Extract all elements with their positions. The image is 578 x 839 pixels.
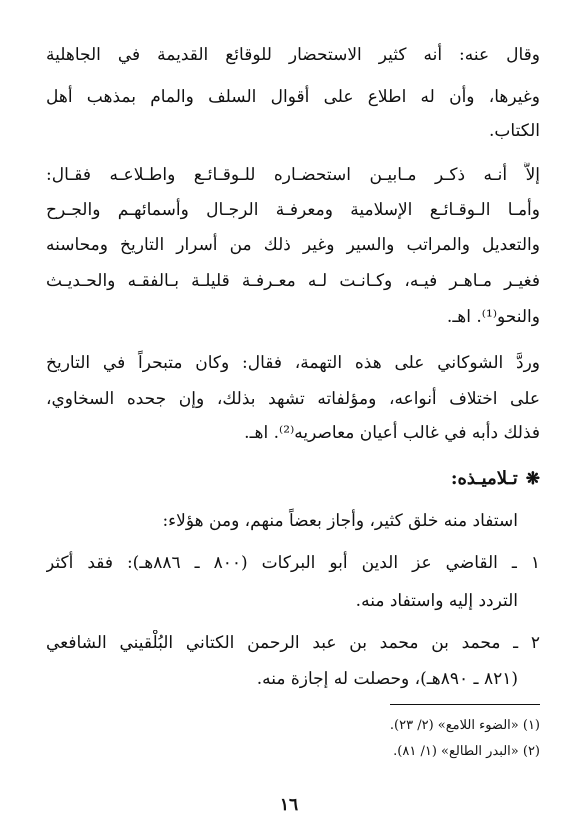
paragraph-1-line-1: وقال عنه: أنه كثير الاستحضار للوقائع القديمة في الجاهلية — [46, 45, 540, 65]
paragraph-2-line-2: وأمـا الـوقـائـع الإسلامية ومعرفـة الرجـال وأسمائهـم والجـرح — [46, 200, 540, 220]
student-2-line-2: (٨٢١ ـ ٨٩٠هـ)، وحصلت له إجازة منه. — [256, 669, 518, 689]
paragraph-1-line-3: الكتاب. — [488, 121, 540, 141]
footnote-1: (١) «الضوء اللامع» (٢/ ٢٣). — [389, 718, 540, 733]
paragraph-3-line-1: وردَّ الشوكاني على هذه التهمة، فقال: وكان متبحراً في التاريخ — [46, 353, 540, 373]
page-number: ١٦ — [279, 795, 299, 815]
students-intro: استفاد منه خلق كثير، وأجاز بعضاً منهم، ومن هؤلاء: — [162, 511, 518, 531]
flower-ornament-icon: ❋ — [525, 469, 540, 489]
student-1-line-2: التردد إليه واستفاد منه. — [355, 591, 518, 611]
footnote-2: (٢) «البدر الطالع» (١/ ٨١). — [393, 744, 540, 759]
section-heading — [46, 466, 540, 492]
paragraph-2-line-3: والتعديل والمراتب والسير وغير ذلك من أسرار التاريخ ومحاسنه — [46, 235, 540, 255]
section-heading-text: تـلاميـذه: — [450, 468, 518, 489]
student-2-line-1: ٢ ـ محمد بن محمد بن عبد الرحمن الكتاني البُلْقيني الشافعي — [46, 633, 540, 653]
paragraph-3-line-3: فذلك دأبه في غالب أعيان معاصريه⁽²⁾. اهـ. — [244, 423, 540, 443]
paragraph-2-line-1: إلاَّ أنـه ذكـر مـابيـن استحضـاره للـوقـائـع واطـلاعـه فقـال: — [46, 165, 540, 185]
paragraph-2-line-5: والنحو⁽¹⁾. اهـ. — [446, 307, 540, 327]
paragraph-3-line-2: على اختلاف أنواعه، ومؤلفاته تشهد بذلك، وإن جحده السخاوي، — [46, 389, 540, 409]
paragraph-2-line-4: فغيـر مـاهـر فيـه، وكـانـت لـه معـرفـة قليلـة بـالفقـه والحـديـث — [46, 271, 540, 291]
student-1-line-1: ١ ـ القاضي عز الدين أبو البركات (٨٠٠ ـ ٨٨٦هـ): فقد أكثر — [46, 553, 540, 573]
footnote-separator — [390, 704, 540, 705]
paragraph-1-line-2: وغيرها، وأن له اطلاع على أقوال السلف والمام بمذهب أهل — [46, 87, 540, 107]
